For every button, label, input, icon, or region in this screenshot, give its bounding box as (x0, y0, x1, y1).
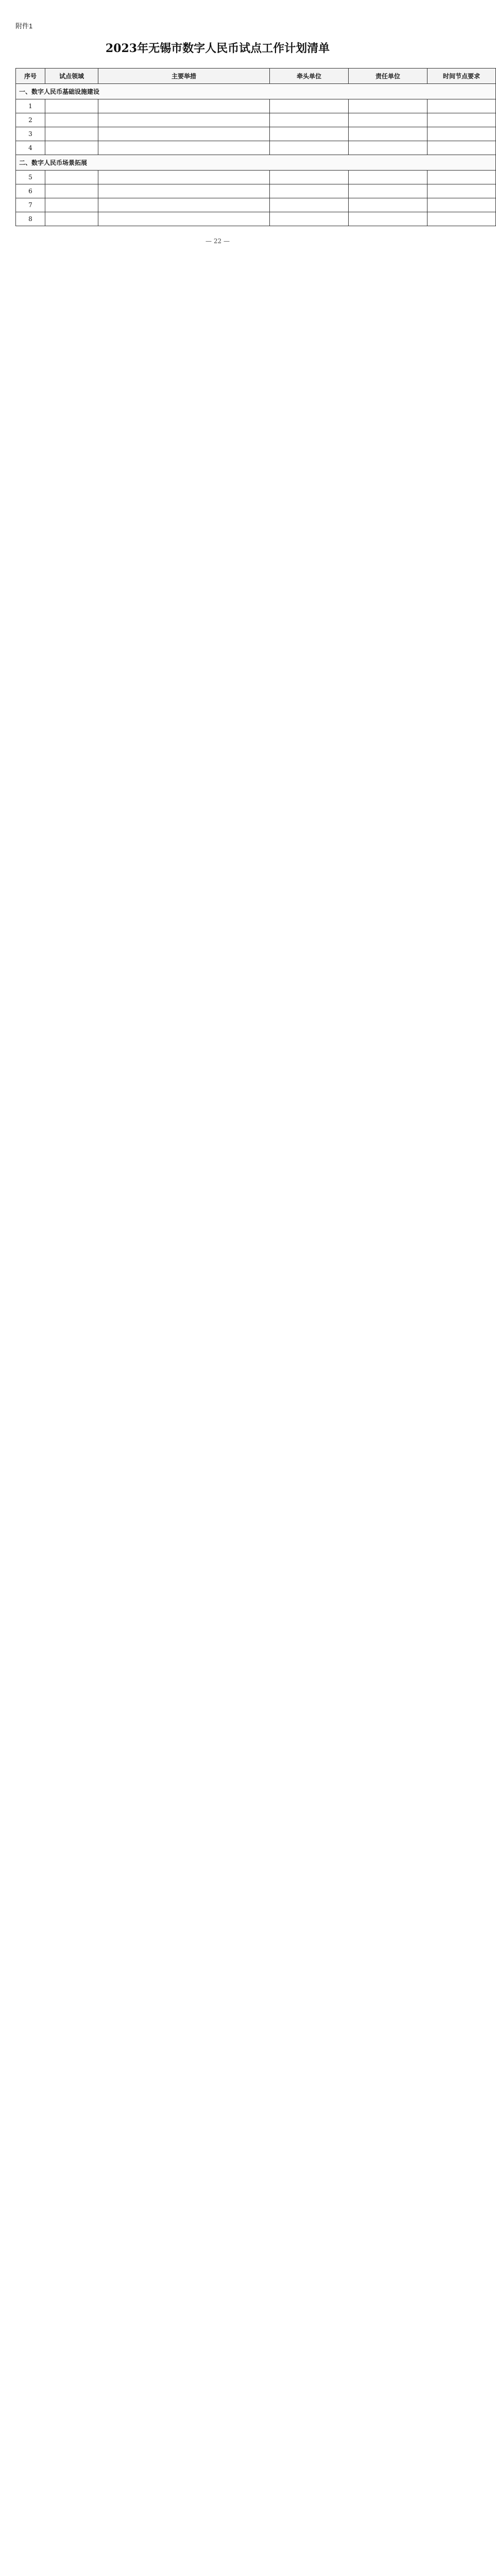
document-title: 2023年无锡市数字人民币试点工作计划清单 (105, 42, 330, 55)
section-title: 二、数字人民币场景拓展 (16, 155, 496, 171)
cell-area (45, 198, 98, 212)
cell-lead (270, 184, 349, 198)
attachment-label: 附件1 (15, 22, 33, 30)
cell-time (427, 184, 496, 198)
cell-area (45, 99, 98, 113)
page-number: — 22 — (206, 238, 230, 245)
cell-resp (349, 127, 427, 141)
cell-area (45, 184, 98, 198)
cell-lead (270, 198, 349, 212)
cell-time (427, 212, 496, 226)
cell-seq: 8 (16, 212, 45, 226)
th-seq: 序号 (16, 69, 45, 84)
th-resp: 责任单位 (349, 69, 427, 84)
table-row (16, 113, 496, 127)
section-row (16, 155, 496, 171)
cell-area (45, 141, 98, 155)
th-time: 时间节点要求 (427, 69, 496, 84)
cell-time (427, 171, 496, 184)
cell-resp (349, 212, 427, 226)
cell-resp (349, 198, 427, 212)
th-area: 试点领域 (45, 69, 98, 84)
cell-time (427, 141, 496, 155)
cell-content (98, 113, 270, 127)
section-row (16, 84, 496, 99)
cell-seq: 2 (16, 113, 45, 127)
th-content: 主要举措 (98, 69, 270, 84)
cell-time (427, 127, 496, 141)
cell-seq: 6 (16, 184, 45, 198)
table-row (16, 184, 496, 198)
cell-area (45, 212, 98, 226)
cell-lead (270, 99, 349, 113)
cell-resp (349, 99, 427, 113)
section-title: 一、数字人民币基础设施建设 (16, 84, 496, 99)
cell-seq: 3 (16, 127, 45, 141)
table-row (16, 141, 496, 155)
table-row (16, 212, 496, 226)
cell-resp (349, 141, 427, 155)
cell-content (98, 184, 270, 198)
table-row (16, 127, 496, 141)
table-row (16, 198, 496, 212)
cell-content (98, 127, 270, 141)
cell-seq: 4 (16, 141, 45, 155)
cell-lead (270, 212, 349, 226)
cell-seq: 1 (16, 99, 45, 113)
cell-content (98, 141, 270, 155)
cell-lead (270, 141, 349, 155)
cell-lead (270, 171, 349, 184)
cell-area (45, 171, 98, 184)
cell-time (427, 198, 496, 212)
cell-lead (270, 113, 349, 127)
cell-area (45, 127, 98, 141)
table-row (16, 99, 496, 113)
cell-time (427, 99, 496, 113)
cell-content (98, 171, 270, 184)
work-plan-table (15, 68, 496, 226)
th-lead: 牵头单位 (270, 69, 349, 84)
table-row (16, 171, 496, 184)
cell-time (427, 113, 496, 127)
cell-resp (349, 184, 427, 198)
cell-seq: 5 (16, 171, 45, 184)
cell-content (98, 99, 270, 113)
cell-resp (349, 171, 427, 184)
cell-resp (349, 113, 427, 127)
cell-lead (270, 127, 349, 141)
cell-area (45, 113, 98, 127)
cell-seq: 7 (16, 198, 45, 212)
cell-content (98, 212, 270, 226)
cell-content (98, 198, 270, 212)
